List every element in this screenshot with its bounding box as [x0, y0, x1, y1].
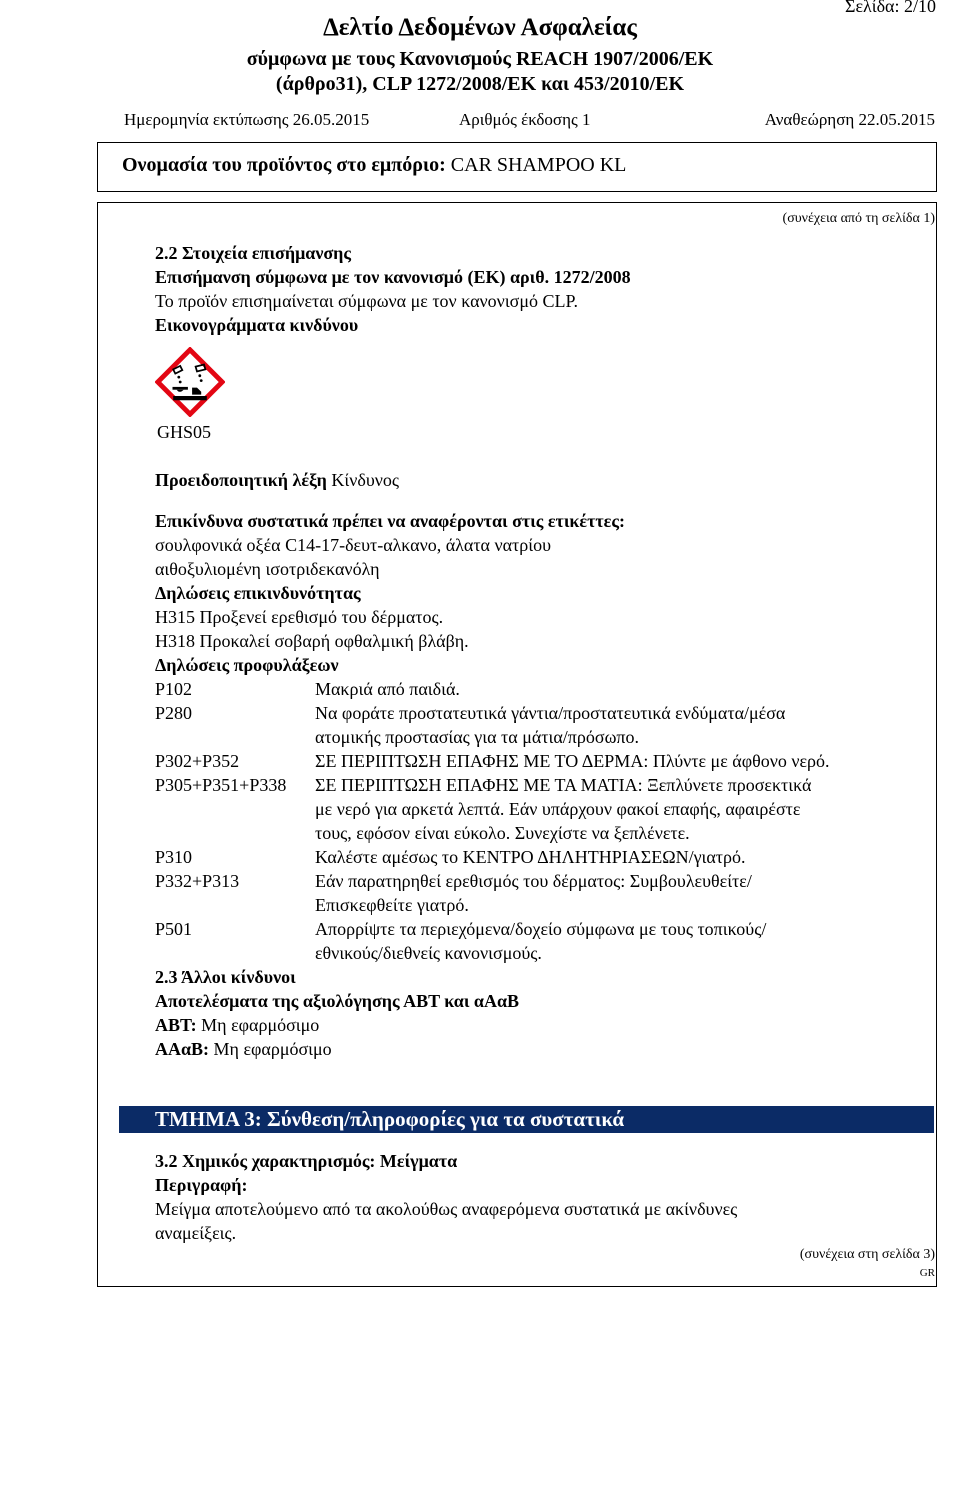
product-name-box — [97, 142, 937, 192]
p-code: P302+P352 — [155, 751, 240, 771]
section-2-2-heading: 2.2 Στοιχεία επισήμανσης — [155, 243, 351, 263]
description-text-1: Μείγμα αποτελούμενο από τα ακολούθως αναφερόμενα συστατικά με ακίνδυνες — [155, 1199, 738, 1219]
chemical-characterization: 3.2 Χημικός χαρακτηρισμός: Μείγματα — [155, 1151, 458, 1171]
p332-text-1: Εάν παρατηρηθεί ερεθισμός του δέρματος: Συμβουλευθείτε/ — [315, 871, 752, 891]
vpvb-value: Μη εφαρμόσιμο — [213, 1039, 332, 1059]
version-number: Αριθμός έκδοσης 1 — [459, 110, 591, 129]
p102-text: Μακριά από παιδιά. — [315, 679, 460, 699]
signal-word-line — [155, 470, 399, 491]
section-2-3-heading: 2.3 Άλλοι κίνδυνοι — [155, 967, 296, 987]
document-subtitle-2: (άρθρο31), CLP 1272/2008/ΕΚ και 453/2010/ΕΚ — [275, 73, 685, 95]
label-clp: Το προϊόν επισημαίνεται σύμφωνα με τον κανονισμό CLP. — [155, 291, 579, 311]
description-text-2: αναμείξεις. — [155, 1223, 237, 1243]
h318-statement: H318 Προκαλεί σοβαρή οφθαλμική βλάβη. — [155, 631, 469, 651]
p280-text-1: Να φοράτε προστατευτικά γάντια/προστατευτικά ενδύματα/μέσα — [315, 703, 786, 723]
h315-statement: H315 Προξενεί ερεθισμό του δέρματος. — [155, 607, 444, 627]
hazardous-components-heading: Επικίνδυνα συστατικά πρέπει να αναφέρονται στις ετικέττες: — [155, 511, 625, 531]
p280-text-2: ατομικής προστασίας για τα μάτια/πρόσωπο. — [315, 727, 639, 747]
p-code: P332+P313 — [155, 871, 240, 891]
component-1: σουλφονικά οξέα C14-17-δευτ-αλκανο, άλατα νατρίου — [155, 535, 552, 555]
product-name: CAR SHAMPOO KL — [450, 154, 627, 176]
pbt-heading: Αποτελέσματα της αξιολόγησης ΑΒΤ και αΑαΒ — [155, 991, 520, 1011]
signal-word-label: Προειδοποιητική λέξη — [155, 470, 327, 490]
vpvb-line — [155, 1039, 332, 1060]
document-title: Δελτίο Δεδομένων Ασφαλείας — [323, 14, 637, 41]
pictogram-code: GHS05 — [157, 422, 212, 442]
product-name-line — [122, 154, 626, 177]
continued-from: (συνέχεια από τη σελίδα 1) — [782, 211, 935, 226]
vpvb-label: ΑΑαΒ: — [155, 1039, 210, 1059]
language-code: GR — [919, 1267, 935, 1279]
pbt-value: Μη εφαρμόσιμο — [201, 1015, 320, 1035]
p302-text: ΣΕ ΠΕΡΙΠΤΩΣΗ ΕΠΑΦΗΣ ΜΕ ΤΟ ΔΕΡΜΑ: Πλύντε με άφθονο νερό. — [315, 751, 830, 771]
print-date: Ημερομηνία εκτύπωσης 26.05.2015 — [124, 110, 370, 129]
p-code: P501 — [155, 919, 193, 939]
hazard-statements-heading: Δηλώσεις επικινδυνότητας — [155, 583, 361, 603]
p-code: P310 — [155, 847, 193, 867]
pbt-line — [155, 1015, 319, 1036]
revision-date: Αναθεώρηση 22.05.2015 — [764, 110, 935, 129]
pbt-label: ΑΒΤ: — [155, 1015, 197, 1035]
precautionary-heading: Δηλώσεις προφυλάξεων — [155, 655, 339, 675]
p-code: P280 — [155, 703, 193, 723]
p305-text-1: ΣΕ ΠΕΡΙΠΤΩΣΗ ΕΠΑΦΗΣ ΜΕ ΤΑ ΜΑΤΙΑ: Ξεπλύνετε προσεκτικά — [315, 775, 812, 795]
p305-text-2: με νερό για αρκετά λεπτά. Εάν υπάρχουν φακοί επαφής, αφαιρέστε — [315, 799, 801, 819]
label-regulation: Επισήμανση σύμφωνα με τον κανονισμό (ΕΚ) αριθ. 1272/2008 — [155, 267, 631, 287]
continued-to: (συνέχεια στη σελίδα 3) — [799, 1247, 935, 1262]
signal-word: Κίνδυνος — [331, 470, 400, 490]
description-label: Περιγραφή: — [155, 1175, 248, 1195]
p-code: P305+P351+P338 — [155, 775, 287, 795]
p-code: P102 — [155, 679, 193, 699]
ghs05-corrosive-icon — [155, 347, 225, 417]
section-3-title: ΤΜΗΜΑ 3: Σύνθεση/πληροφορίες για τα συστατικά — [119, 1106, 934, 1133]
p332-text-2: Επισκεφθείτε γιατρό. — [315, 895, 469, 915]
component-2: αιθοξυλιομένη ισοτριδεκανόλη — [155, 559, 380, 579]
pictograms-heading: Εικονογράμματα κινδύνου — [155, 315, 359, 335]
p501-text-2: εθνικούς/διεθνείς κανονισμούς. — [315, 943, 542, 963]
product-name-label: Ονομασία του προϊόντος στο εμπόριο: — [122, 154, 446, 176]
p310-text: Καλέστε αμέσως το ΚΕΝΤΡΟ ΔΗΛΗΤΗΡΙΑΣΕΩΝ/γιατρό. — [315, 847, 746, 867]
p305-text-3: τους, εφόσον είναι εύκολο. Συνεχίστε να ξεπλένετε. — [315, 823, 690, 843]
p501-text-1: Απορρίψτε τα περιεχόμενα/δοχείο σύμφωνα με τους τοπικούς/ — [315, 919, 767, 939]
document-subtitle-1: σύμφωνα με τους Κανονισμούς REACH 1907/2006/ΕΚ — [246, 48, 714, 70]
page-number: Σελίδα: 2/10 — [844, 0, 936, 16]
